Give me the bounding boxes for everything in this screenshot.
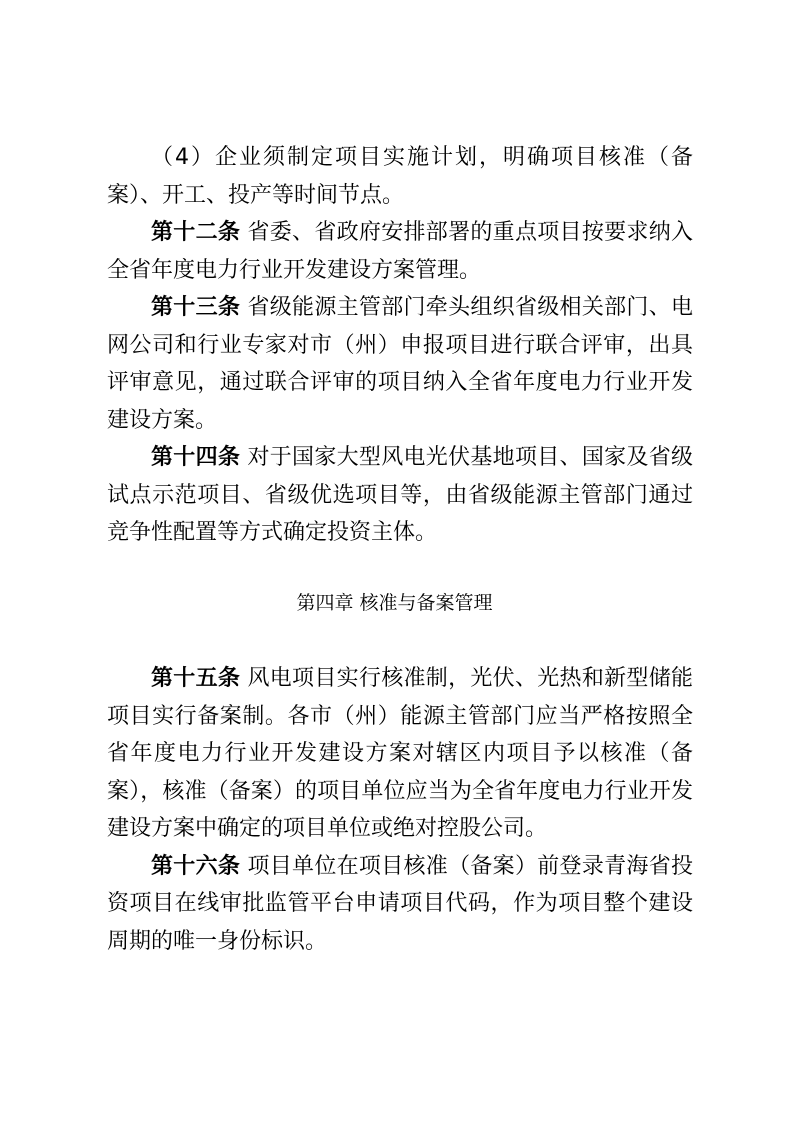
article-number: 第十四条 bbox=[151, 445, 241, 470]
document-body-lower bbox=[107, 660, 693, 960]
document-body-upper bbox=[107, 139, 693, 552]
paragraph-text: （4）企业须制定项目实施计划，明确项目核准（备案）、开工、投产等时间节点。 bbox=[107, 145, 693, 208]
chapter-heading: 第四章 核准与备案管理 bbox=[296, 592, 493, 614]
article-number: 第十五条 bbox=[151, 666, 241, 691]
article-13 bbox=[107, 289, 693, 439]
article-text: 省级能源主管部门牵头组织省级相关部门、电网公司和行业专家对市（州）申报项目进行联合评审，出具评审意见，通过联合评审的项目纳入全省年度电力行业开发建设方案。 bbox=[107, 295, 693, 433]
paragraph-item-4 bbox=[107, 139, 693, 214]
article-12 bbox=[107, 214, 693, 289]
article-number: 第十三条 bbox=[151, 295, 241, 320]
article-15 bbox=[107, 660, 693, 848]
article-number: 第十六条 bbox=[151, 853, 241, 879]
article-16 bbox=[107, 848, 693, 961]
article-text: 风电项目实行核准制，光伏、光热和新型储能项目实行备案制。各市（州）能源主管部门应当严格按照全省年度电力行业开发建设方案对辖区内项目予以核准（备案），核准（备案）的项目单位应当为全省年度电力行业开发建设方案中确定的项目单位或绝对控股公司。 bbox=[107, 666, 693, 841]
article-14 bbox=[107, 439, 693, 552]
article-text: 对于国家大型风电光伏基地项目、国家及省级试点示范项目、省级优选项目等，由省级能源主管部门通过竞争性配置等方式确定投资主体。 bbox=[107, 445, 693, 545]
article-number: 第十二条 bbox=[151, 220, 241, 245]
article-text: 省委、省政府安排部署的重点项目按要求纳入全省年度电力行业开发建设方案管理。 bbox=[107, 220, 693, 283]
article-text: 项目单位在项目核准（备案）前登录青海省投资项目在线审批监管平台申请项目代码，作为项目整个建设周期的唯一身份标识。 bbox=[107, 853, 693, 954]
